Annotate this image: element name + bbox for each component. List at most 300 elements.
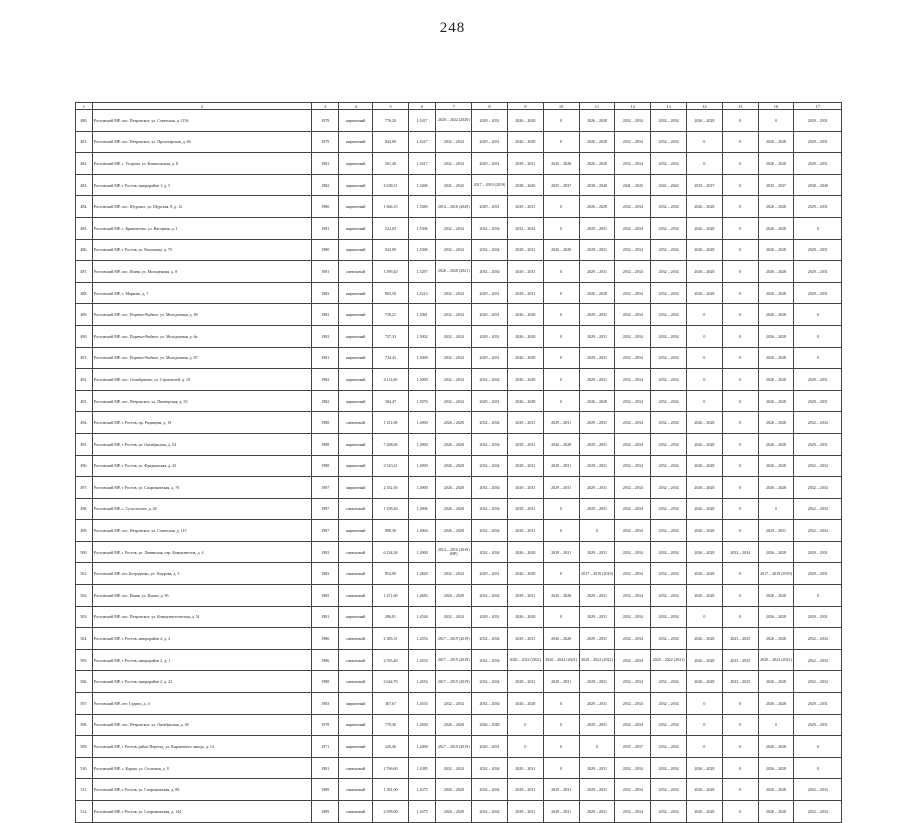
table-cell: 0 (758, 714, 794, 736)
table-cell: 1 666,10 (373, 196, 409, 218)
table-cell: панельный (339, 757, 373, 779)
table-cell: 2032 – 2034 (615, 217, 651, 239)
row-number-cell: 511. (76, 779, 93, 801)
table-cell: 2032 – 2034 (436, 369, 472, 391)
table-cell: 2029 – 2031 (794, 563, 842, 585)
table-cell: 2029 – 2031 (579, 261, 615, 283)
table-cell: 2026 – 2028 (686, 239, 722, 261)
table-cell: 1 211,08 (373, 412, 409, 434)
table-cell: 2029 – 2031 (794, 390, 842, 412)
row-number-cell: 500. (76, 541, 93, 563)
table-cell: 1983 (312, 282, 339, 304)
table-cell: 2014 – 2016 (2020) (436, 196, 472, 218)
address-cell: Ростовский МР, пос. Петровское, ул. Советская, д. 115б (92, 110, 311, 132)
table-cell: 2032 – 2034 (615, 110, 651, 132)
row-number-cell: 494. (76, 412, 93, 434)
table-cell: 2026 – 2028 (758, 131, 794, 153)
table-cell: 2029 – 2031 (579, 369, 615, 391)
table-cell: 2032 – 2034 (436, 153, 472, 175)
column-number-cell: 12 (615, 103, 651, 110)
table-cell: 2032 – 2034 (472, 628, 508, 650)
table-cell: 2029 – 2031 (758, 520, 794, 542)
table-cell: 1,4900 (408, 455, 435, 477)
table-cell: 2026 – 2028 (758, 239, 794, 261)
table-cell: 2029 – 2031 (507, 520, 543, 542)
table-cell: 2026 – 2028 (686, 412, 722, 434)
table-cell: 1,5406 (408, 174, 435, 196)
table-cell: 2026 – 2028 (507, 325, 543, 347)
table-cell: 2026 – 2028 (507, 131, 543, 153)
address-cell: Ростовский МР, с. Марково, д. 7 (92, 282, 311, 304)
table-cell: 2026 – 2028 (579, 282, 615, 304)
table-cell: 2026 – 2028 (436, 801, 472, 823)
table-cell: 1,4554 (408, 649, 435, 671)
row-number-cell: 512. (76, 801, 93, 823)
table-cell: 2032 – 2034 (651, 455, 687, 477)
address-cell: Ростовский МР, пос. Петровское, ул. Советская, д. 115 (92, 520, 311, 542)
table-cell: 2026 – 2028 (758, 261, 794, 283)
table-cell: 2032 – 2034 (472, 541, 508, 563)
table-cell: панельный (339, 649, 373, 671)
table-cell: 2014 – 2016 (2016) (ВР) (436, 541, 472, 563)
table-cell: 0 (722, 736, 758, 758)
table-cell: 2017 – 2019 (2019) (436, 628, 472, 650)
table-cell: 2023 – 2025 (722, 671, 758, 693)
table-cell: 2029 – 2031 (507, 239, 543, 261)
table-cell: панельный (339, 412, 373, 434)
table-cell: 2029 – 2031 (507, 628, 543, 650)
table-cell: 1,5417 (408, 131, 435, 153)
address-cell: Ростовский МР, г. Ростов, микрорайон 2, д. 2 (92, 628, 311, 650)
address-cell: Ростовский МР, пос. Ишня, ул. Молодежная, д. 8 (92, 261, 311, 283)
row-number-cell: 492. (76, 369, 93, 391)
table-cell: 0 (794, 585, 842, 607)
table-cell: 2029 – 2031 (507, 477, 543, 499)
table-cell: 1,4900 (408, 477, 435, 499)
address-cell: Ростовский МР, с. Сулостьское, д. 26 (92, 498, 311, 520)
table-cell: 734,41 (373, 347, 409, 369)
table-cell: кирпичный (339, 369, 373, 391)
table-cell: 2026 – 2028 (686, 757, 722, 779)
table-cell: кирпичный (339, 174, 373, 196)
table-cell: 2032 – 2034 (651, 131, 687, 153)
table-cell: 2032 – 2034 (615, 131, 651, 153)
table-cell: 2032 – 2034 (794, 455, 842, 477)
table-cell: 1,4900 (408, 412, 435, 434)
table-cell: 2029 – 2031 (579, 585, 615, 607)
table-cell: 2032 – 2034 (615, 649, 651, 671)
table-cell: 2026 – 2028 (758, 541, 794, 563)
table-cell: кирпичный (339, 736, 373, 758)
table-cell: 3 510,41 (373, 455, 409, 477)
table-cell: 1988 (312, 433, 339, 455)
table-row (76, 498, 842, 520)
table-cell: 2026 – 2028 (758, 433, 794, 455)
table-cell: 2032 – 2034 (436, 757, 472, 779)
table-cell: 2032 – 2034 (436, 131, 472, 153)
table-cell: 2032 – 2034 (472, 498, 508, 520)
table-cell: 2029 – 2031 (579, 304, 615, 326)
table-cell: 2026 – 2028 (758, 217, 794, 239)
table-row (76, 217, 842, 239)
table-cell: 1971 (312, 736, 339, 758)
table-row (76, 369, 842, 391)
table-cell: 2035 – 2037 (543, 174, 579, 196)
table-cell: 2032 – 2034 (651, 477, 687, 499)
table-cell: 0 (722, 455, 758, 477)
table-cell: 2032 – 2034 (651, 304, 687, 326)
table-cell: 1978 (312, 714, 339, 736)
table-cell: 2026 – 2028 (543, 239, 579, 261)
table-cell: 2029 – 2031 (507, 412, 543, 434)
table-cell: 2032 – 2034 (507, 217, 543, 239)
column-number-cell: 1 (76, 103, 93, 110)
table-cell: 903,50 (373, 282, 409, 304)
table-cell: 2026 – 2028 (543, 433, 579, 455)
table-cell: 0 (722, 433, 758, 455)
table-cell: 2032 – 2034 (472, 369, 508, 391)
page-number: 248 (439, 20, 466, 36)
table-cell: 2032 – 2034 (615, 369, 651, 391)
table-cell: 2026 – 2028 (758, 304, 794, 326)
table-cell: 1989 (312, 779, 339, 801)
row-number-cell: 507. (76, 693, 93, 715)
table-cell: 2 933,40 (373, 649, 409, 671)
table-row (76, 671, 842, 693)
table-cell: 2032 – 2034 (615, 196, 651, 218)
table-cell: 2 385,31 (373, 628, 409, 650)
table-cell: 2032 – 2034 (651, 282, 687, 304)
table-cell: 2032 – 2034 (651, 628, 687, 650)
column-number-cell: 13 (651, 103, 687, 110)
column-number-cell: 3 (312, 103, 339, 110)
row-number-cell: 503. (76, 606, 93, 628)
table-cell: кирпичный (339, 433, 373, 455)
table-cell: 2017 – 2019 (2019) (436, 671, 472, 693)
row-number-cell: 482. (76, 153, 93, 175)
table-row (76, 714, 842, 736)
row-number-cell: 480. (76, 110, 93, 132)
table-cell: 1,5297 (408, 261, 435, 283)
table-cell: 2029 – 2031 (794, 110, 842, 132)
table-cell: 1,4400 (408, 736, 435, 758)
table-cell: 2026 – 2028 (758, 779, 794, 801)
table-cell: 2026 – 2028 (436, 433, 472, 455)
table-cell: 2032 – 2034 (615, 801, 651, 823)
table-cell: 2032 – 2034 (651, 239, 687, 261)
table-cell: 2023 – 2025 (722, 628, 758, 650)
table-cell: 2029 – 2031 (794, 239, 842, 261)
table-cell: кирпичный (339, 606, 373, 628)
table-cell: 2029 – 2031 (794, 282, 842, 304)
table-cell: 0 (543, 498, 579, 520)
table-cell: 2032 – 2034 (436, 239, 472, 261)
table-cell: 2032 – 2034 (615, 153, 651, 175)
table-cell: 2026 – 2028 (686, 671, 722, 693)
table-cell: 2032 – 2034 (472, 649, 508, 671)
table-cell: 2029 – 2031 (507, 757, 543, 779)
column-number-cell: 8 (472, 103, 508, 110)
row-number-cell: 501. (76, 563, 93, 585)
address-cell: Ростовский МР, г. Ростов, ул. Спартаковская, д. 7б (92, 477, 311, 499)
table-cell: 2032 – 2034 (794, 671, 842, 693)
table-cell: кирпичный (339, 390, 373, 412)
table-cell: 2026 – 2028 (758, 606, 794, 628)
table-cell: кирпичный (339, 131, 373, 153)
table-body (76, 103, 842, 823)
table-cell: 2032 – 2034 (615, 498, 651, 520)
table-row (76, 390, 842, 412)
table-cell: панельный (339, 801, 373, 823)
table-cell: 2029 – 2031 (507, 282, 543, 304)
table-row (76, 477, 842, 499)
table-cell: 2032 – 2034 (472, 455, 508, 477)
table-row (76, 520, 842, 542)
table-cell: кирпичный (339, 520, 373, 542)
table-cell: 1,5061 (408, 304, 435, 326)
table-cell: 2032 – 2034 (651, 757, 687, 779)
table-cell: 2029 – 2031 (794, 153, 842, 175)
table-cell: 3 644,70 (373, 671, 409, 693)
address-cell: Ростовский МР, пос. Поречье-Рыбное, ул. Молодежная, д. 87 (92, 347, 311, 369)
table-cell: 2032 – 2034 (651, 541, 687, 563)
table-cell: 0 (686, 153, 722, 175)
table-cell: 2026 – 2028 (686, 217, 722, 239)
table-cell: 1 471,60 (373, 585, 409, 607)
table-cell: 1981 (312, 261, 339, 283)
table-cell: 2032 – 2034 (651, 369, 687, 391)
table-cell: 1,4683 (408, 585, 435, 607)
table-cell: 2032 – 2034 (794, 412, 842, 434)
table-cell: 2032 – 2034 (436, 390, 472, 412)
table-cell: 2029 – 2031 (794, 369, 842, 391)
table-cell: 0 (722, 606, 758, 628)
table-cell: 2026 – 2028 (758, 325, 794, 347)
table-cell: 2032 – 2034 (615, 779, 651, 801)
table-cell: 1987 (312, 498, 339, 520)
table-cell: 226,40 (373, 736, 409, 758)
table-cell: 2026 – 2028 (507, 693, 543, 715)
row-number-cell: 497. (76, 477, 93, 499)
table-cell: 737,33 (373, 325, 409, 347)
table-row (76, 801, 842, 823)
table-cell: 0 (543, 304, 579, 326)
table-cell: 2032 – 2034 (615, 541, 651, 563)
table-cell: 2026 – 2028 (543, 585, 579, 607)
table-cell: 1986 (312, 649, 339, 671)
table-cell: 739,21 (373, 304, 409, 326)
table-cell: 1,4820 (408, 563, 435, 585)
table-cell: 2026 – 2028 (579, 153, 615, 175)
table-cell: 0 (758, 110, 794, 132)
table-cell: 2020 – 2022 (2020) (436, 110, 472, 132)
table-cell: 2029 – 2031 (579, 801, 615, 823)
table-cell: 0 (543, 196, 579, 218)
address-cell: Ростовский МР, пос. Петровское, ул. Коммунистическая, д. 51 (92, 606, 311, 628)
table-cell: 2032 – 2034 (436, 304, 472, 326)
row-number-cell: 487. (76, 261, 93, 283)
table-cell: 2026 – 2028 (579, 196, 615, 218)
table-cell: 1,5306 (408, 239, 435, 261)
row-number-cell: 490. (76, 325, 93, 347)
table-cell: 2029 – 2031 (794, 261, 842, 283)
table-cell: 2032 – 2034 (436, 563, 472, 585)
table-cell: 0 (543, 282, 579, 304)
table-cell: 2029 – 2031 (472, 153, 508, 175)
table-cell: 2032 – 2034 (651, 196, 687, 218)
table-cell: 1986 (312, 628, 339, 650)
table-cell: 2026 – 2028 (507, 347, 543, 369)
table-cell: кирпичный (339, 153, 373, 175)
address-cell: Ростовский МР, г. Ростов, ул. Октябрьская, д. 54 (92, 433, 311, 455)
address-cell: Ростовский МР, с. Угодичи, ул. Кошкальская, д. 8 (92, 153, 311, 175)
table-cell: 0 (722, 153, 758, 175)
table-cell: 0 (686, 304, 722, 326)
table-cell: 7 268,06 (373, 433, 409, 455)
table-cell: 1979 (312, 131, 339, 153)
address-cell: Ростовский МР, пос. Петровское, ул. Пионерская, д. 53 (92, 390, 311, 412)
table-cell: 2026 – 2028 (758, 585, 794, 607)
table-cell: 2032 – 2034 (615, 585, 651, 607)
table-cell: 0 (722, 585, 758, 607)
table-cell: кирпичный (339, 217, 373, 239)
column-number-cell: 5 (373, 103, 409, 110)
table-cell: 1987 (312, 477, 339, 499)
table-cell: 0 (722, 412, 758, 434)
table-cell: 2029 – 2031 (579, 606, 615, 628)
table-cell: 1981 (312, 217, 339, 239)
table-cell: 2026 – 2028 (436, 520, 472, 542)
table-cell: 2041 – 2043 (615, 174, 651, 196)
table-cell: 0 (543, 714, 579, 736)
table-row (76, 563, 842, 585)
table-cell: 2032 – 2034 (651, 110, 687, 132)
table-cell: 2032 – 2034 (794, 628, 842, 650)
table-cell: 0 (794, 217, 842, 239)
table-cell: 2017 – 2019 (2019) (472, 174, 508, 196)
table-cell: 0 (579, 520, 615, 542)
table-cell: 2032 – 2034 (794, 477, 842, 499)
table-cell: 2029 – 2031 (472, 606, 508, 628)
table-row (76, 736, 842, 758)
table-cell: 0 (794, 325, 842, 347)
table-cell: 2029 – 2031 (543, 671, 579, 693)
table-cell: 1,4900 (408, 433, 435, 455)
table-cell: 0 (758, 498, 794, 520)
table-cell: 2029 – 2031 (472, 563, 508, 585)
table-cell: 2026 – 2028 (686, 282, 722, 304)
table-cell: 2035 – 2037 (615, 736, 651, 758)
table-row (76, 325, 842, 347)
column-number-cell: 16 (758, 103, 794, 110)
table-cell: 2026 – 2028 (436, 412, 472, 434)
table-cell: 0 (507, 714, 543, 736)
table-cell: 0 (722, 714, 758, 736)
row-number-cell: 505. (76, 649, 93, 671)
table-cell: 1989 (312, 801, 339, 823)
table-row (76, 239, 842, 261)
table-cell: 2032 – 2034 (794, 649, 842, 671)
table-cell: 0 (722, 131, 758, 153)
table-cell: панельный (339, 671, 373, 693)
table-cell: 2026 – 2028 (507, 390, 543, 412)
table-cell: 2026 – 2028 (686, 498, 722, 520)
table-cell: 2017 – 2019 (2018) (436, 649, 472, 671)
table-cell: 2032 – 2034 (615, 261, 651, 283)
table-cell: 2035 – 2037 (686, 174, 722, 196)
table-cell: 2032 – 2034 (722, 541, 758, 563)
row-number-cell: 495. (76, 433, 93, 455)
table-cell: панельный (339, 585, 373, 607)
table-cell: 2032 – 2034 (651, 498, 687, 520)
address-cell: Ростовский МР, г. Ростов, микрорайон 1, д. 5 (92, 174, 311, 196)
address-cell: Ростовский МР, г. Ростов, ул. Спартаковская, д. 144 (92, 801, 311, 823)
table-cell: 2038 – 2040 (794, 174, 842, 196)
table-cell: 2032 – 2034 (651, 585, 687, 607)
table-cell: 2026 – 2028 (507, 110, 543, 132)
table-cell: 2032 – 2034 (472, 671, 508, 693)
address-cell: Ростовский МР, г. Ростов, микрорайон 2, д. 22 (92, 671, 311, 693)
address-cell: Ростовский МР, г. Ростов, ул. Спартаковская, д. 89 (92, 779, 311, 801)
row-number-cell: 504. (76, 628, 93, 650)
table-cell: 2029 – 2031 (507, 153, 543, 175)
column-number-cell: 4 (339, 103, 373, 110)
table-cell: 2032 – 2034 (472, 757, 508, 779)
table-cell: 2017 – 2019 (2019) (436, 736, 472, 758)
table-cell: 1,5417 (408, 110, 435, 132)
table-cell: 1981 (312, 347, 339, 369)
table-cell: 1 381,00 (373, 779, 409, 801)
table-cell: 0 (543, 217, 579, 239)
table-cell: кирпичный (339, 325, 373, 347)
row-number-cell: 483. (76, 174, 93, 196)
housing-schedule-table (75, 102, 842, 823)
table-cell: 2026 – 2028 (758, 671, 794, 693)
table-cell: 1988 (312, 671, 339, 693)
table-cell: 2026 – 2028 (686, 779, 722, 801)
address-cell: Ростовский МР, г. Ростов, ул. Ленинская, пер. Коммунистов, д. 4 (92, 541, 311, 563)
table-cell: 2026 – 2028 (507, 304, 543, 326)
table-cell: 0 (722, 779, 758, 801)
table-row (76, 131, 842, 153)
table-cell: 0 (543, 563, 579, 585)
table-cell: 2032 – 2034 (615, 390, 651, 412)
table-cell: 2029 – 2031 (472, 736, 508, 758)
table-cell: кирпичный (339, 239, 373, 261)
table-cell: 0 (686, 131, 722, 153)
table-cell: 0 (794, 736, 842, 758)
table-cell: 0 (722, 757, 758, 779)
table-cell: 1,4375 (408, 801, 435, 823)
table-cell: 2032 – 2034 (472, 520, 508, 542)
table-cell: 1985 (312, 585, 339, 607)
table-cell: 0 (507, 736, 543, 758)
table-row (76, 585, 842, 607)
table-cell: 0 (686, 325, 722, 347)
table-cell: 2026 – 2028 (436, 498, 472, 520)
table-cell: кирпичный (339, 347, 373, 369)
table-cell: 2026 – 2028 (507, 606, 543, 628)
table-cell: 522,03 (373, 217, 409, 239)
table-cell: 2029 – 2031 (794, 433, 842, 455)
table-cell: 0 (543, 606, 579, 628)
table-cell: 1,5002 (408, 325, 435, 347)
table-cell: 0 (722, 477, 758, 499)
table-cell: 1,4554 (408, 671, 435, 693)
table-cell: 0 (543, 369, 579, 391)
table-row (76, 304, 842, 326)
column-number-cell: 9 (507, 103, 543, 110)
